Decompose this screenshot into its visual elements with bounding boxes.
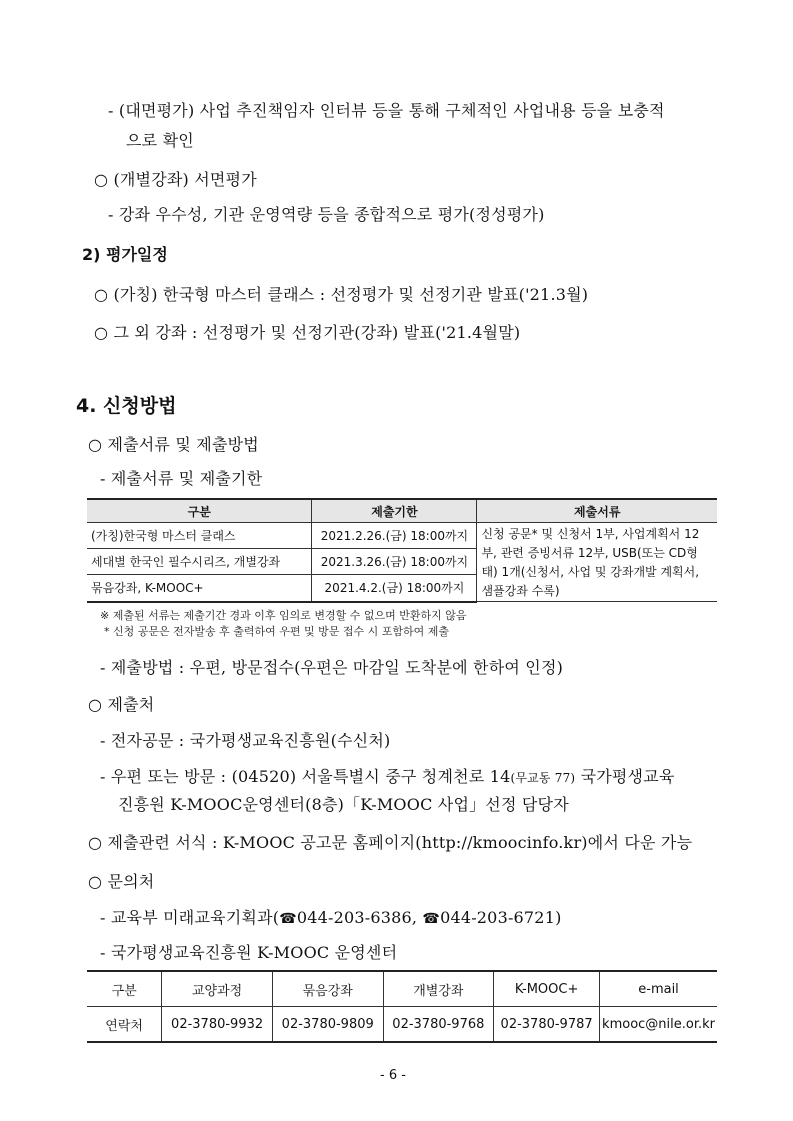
table-header-cell: e-mail: [600, 971, 717, 1007]
table-cell: 2021.2.26.(금) 18:00까지: [312, 523, 477, 549]
table-header-cell: K-MOOC+: [494, 971, 600, 1007]
text-line: ○ (가칭) 한국형 마스터 클래스 : 선정평가 및 선정기관 발표('21.3월): [94, 285, 589, 304]
text-line: [100, 905, 562, 928]
table-header-cell: 제출기한: [312, 499, 477, 523]
table-header-cell: 개별강좌: [383, 971, 494, 1007]
page-number: - 6 -: [380, 1068, 406, 1083]
text-line: [100, 764, 675, 787]
text-line: ○ 문의처: [88, 872, 155, 891]
table-header-row: [87, 499, 717, 523]
address-detail: (무교동 77): [510, 771, 576, 785]
address-text: - 우편 또는 방문 : (04520) 서울특별시 중구 청계천로 14: [100, 767, 511, 786]
text-line: ○ 제출처: [88, 695, 155, 714]
text-line: ○ 제출서류 및 제출방법: [88, 435, 259, 454]
section-heading: 4. 신청방법: [76, 395, 177, 417]
table-row: [87, 523, 717, 549]
text-line: ○ (개별강좌) 서면평가: [94, 170, 257, 189]
table-header-cell: 구분: [87, 971, 162, 1007]
section-heading: 2) 평가일정: [82, 245, 168, 264]
table-cell-documents: 신청 공문* 및 신청서 1부, 사업계획서 12부, 관련 증빙서류 12부, USB(또는 CD형태) 1개(신청서, 사업 및 강좌개발 계획서, 샘플강좌 수록): [477, 523, 717, 602]
contact-table: [87, 970, 717, 1043]
phone-number: 044-203-6721): [440, 908, 562, 927]
text-line: 진흥원 K-MOOC운영센터(8층)「K-MOOC 사업」선정 담당자: [118, 795, 569, 814]
table-header-cell: 교양과정: [162, 971, 273, 1007]
text-line: - 제출서류 및 제출기한: [100, 469, 263, 488]
text-line: - 국가평생교육진흥원 K-MOOC 운영센터: [100, 943, 398, 962]
table-cell: 02-3780-9809: [272, 1007, 383, 1043]
table-note: ※ 제출된 서류는 제출기간 경과 이후 임의로 변경할 수 없으며 반환하지 않음: [100, 609, 467, 622]
table-cell: 세대별 한국인 필수시리즈, 개별강좌: [87, 549, 312, 575]
table-cell: 연락처: [87, 1007, 162, 1043]
address-text: 국가평생교육: [575, 767, 675, 786]
table-cell: (가칭)한국형 마스터 클래스: [87, 523, 312, 549]
deadline-table: [87, 498, 717, 603]
table-cell: 02-3780-9768: [383, 1007, 494, 1043]
text-line: - 전자공문 : 국가평생교육진흥원(수신처): [100, 731, 391, 750]
table-header-row: [87, 971, 717, 1007]
table-note: * 신청 공문은 전자발송 후 출력하여 우편 및 방문 접수 시 포함하여 제출: [104, 625, 449, 638]
table-cell-email: kmooc@nile.or.kr: [600, 1007, 717, 1043]
text-line: ○ 제출관련 서식 : K-MOOC 공고문 홈페이지(http://kmoocinfo.kr)에서 다운 가능: [88, 833, 693, 852]
table-header-cell: 묶음강좌: [272, 971, 383, 1007]
contact-text: - 교육부 미래교육기획과(: [100, 908, 280, 927]
text-line: - 제출방법 : 우편, 방문접수(우편은 마감일 도착분에 한하여 인정): [100, 658, 564, 677]
phone-number: 044-203-6386,: [296, 908, 423, 927]
table-row: [87, 1007, 717, 1043]
table-header-cell: 구분: [87, 499, 312, 523]
table-cell: 묶음강좌, K-MOOC+: [87, 575, 312, 602]
table-cell: 02-3780-9932: [162, 1007, 273, 1043]
table-cell: 02-3780-9787: [494, 1007, 600, 1043]
text-line: - (대면평가) 사업 추진책임자 인터뷰 등을 통해 구체적인 사업내용 등을 보충적: [108, 101, 665, 120]
text-line: 으로 확인: [126, 131, 194, 150]
text-line: - 강좌 우수성, 기관 운영역량 등을 종합적으로 평가(정성평가): [108, 205, 545, 224]
telephone-icon: ☎: [279, 911, 297, 927]
table-header-cell: 제출서류: [477, 499, 717, 523]
text-line: ○ 그 외 강좌 : 선정평가 및 선정기관(강좌) 발표('21.4월말): [94, 323, 521, 342]
table-cell: 2021.3.26.(금) 18:00까지: [312, 549, 477, 575]
telephone-icon: ☎: [422, 911, 441, 927]
table-cell: 2021.4.2.(금) 18:00까지: [312, 575, 477, 602]
